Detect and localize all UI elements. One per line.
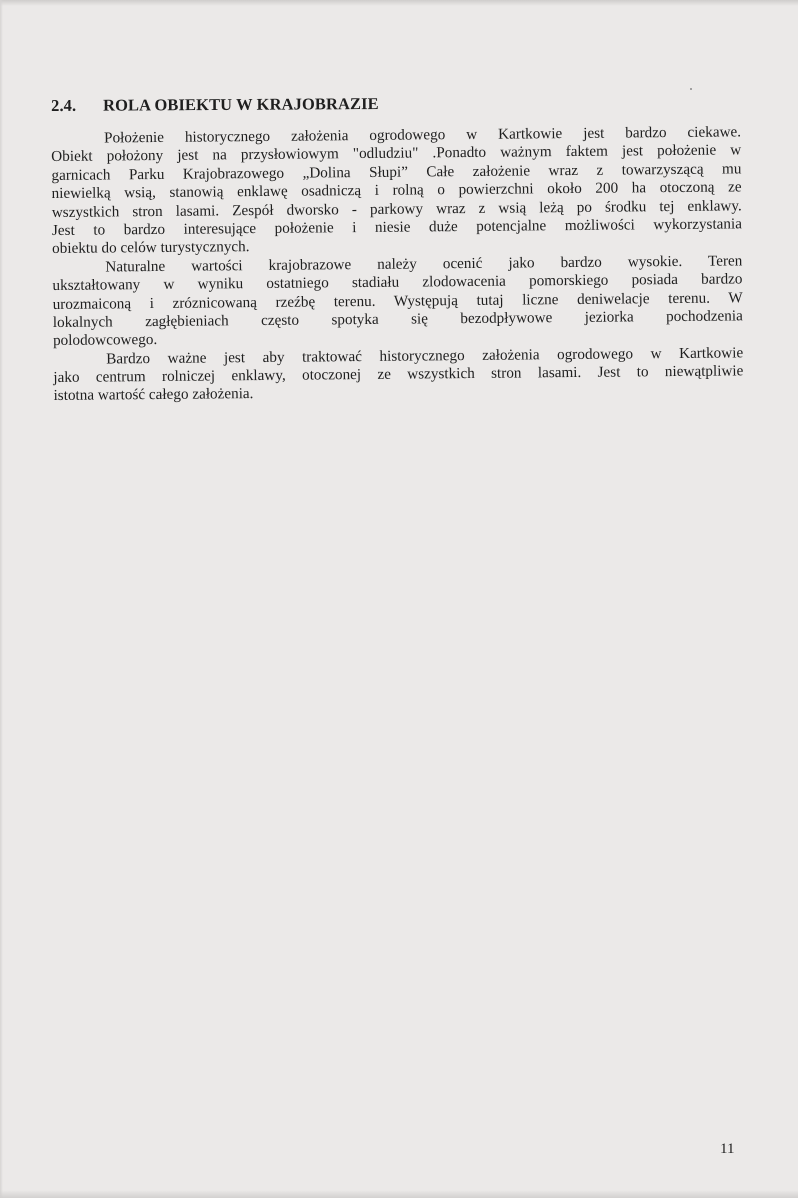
text-line: lokalnych zagłębieniach często spotyka się bezodpływowe jeziorka pochodzenia: [52, 307, 743, 331]
text-line: polodowcowego.: [52, 331, 158, 350]
paragraph-2: [52, 252, 743, 351]
section-number: 2.4.: [51, 95, 77, 115]
scan-shadow-bottom: [0, 1190, 798, 1198]
section-heading: [51, 94, 379, 116]
scan-shadow-top: [0, 0, 798, 6]
text-line: garnicach Parku Krajobrazowego „Dolina Słupi” Całe założenie wraz z towarzyszącą mu: [51, 160, 742, 184]
body-text: [51, 123, 744, 405]
text-line: istotna wartość całego założenia.: [53, 385, 254, 405]
text-line: jako centrum rolniczej enklawy, otoczonej ze wszystkich stron lasami. Jest to niewątpliwie: [53, 362, 744, 387]
text-line: urozmaiconą i zróznicowaną rzeźbę terenu. Występują tutaj liczne deniwelacje terenu. W: [52, 288, 743, 313]
paragraph-3: [53, 344, 743, 406]
text-line: Położenie historycznego założenia ogrodowego w Kartkowie jest bardzo ciekawe.: [103, 123, 742, 147]
text-line: niewielką wsią, stanowią enklawę osadniczą i rolną o powierzchni około 200 ha otoczoną ze: [51, 178, 742, 203]
text-line: ukształtowany w wyniku ostatniego stadiału zlodowacenia pomorskiego posiada bardzo: [52, 270, 743, 295]
text-line: obiektu do celów turystycznych.: [52, 238, 250, 258]
page-number: 11: [720, 1141, 735, 1157]
scan-shadow-left: [0, 0, 3, 1198]
scan-speck: [690, 88, 692, 90]
text-line: wszystkich stron lasami. Zespół dworsko - parkowy wraz z wsią leżą po środku tej enklawy.: [51, 196, 742, 221]
text-line: Bardzo ważne jest aby traktować historycznego założenia ogrodowego w Kartkowie: [106, 344, 744, 368]
text-line: Naturalne wartości krajobrazowe należy ocenić jako bardzo wysokie. Teren: [105, 252, 743, 276]
paragraph-1: [51, 123, 742, 258]
text-line: Jest to bardzo interesujące położenie i niesie duże potencjalne możliwości wykorzystania: [51, 215, 743, 239]
section-title: ROLA OBIEKTU W KRAJOBRAZIE: [102, 93, 379, 115]
text-line: Obiekt położony jest na przysłowiowym "odludziu" .Ponadto ważnym faktem jest położenie w: [51, 141, 742, 166]
